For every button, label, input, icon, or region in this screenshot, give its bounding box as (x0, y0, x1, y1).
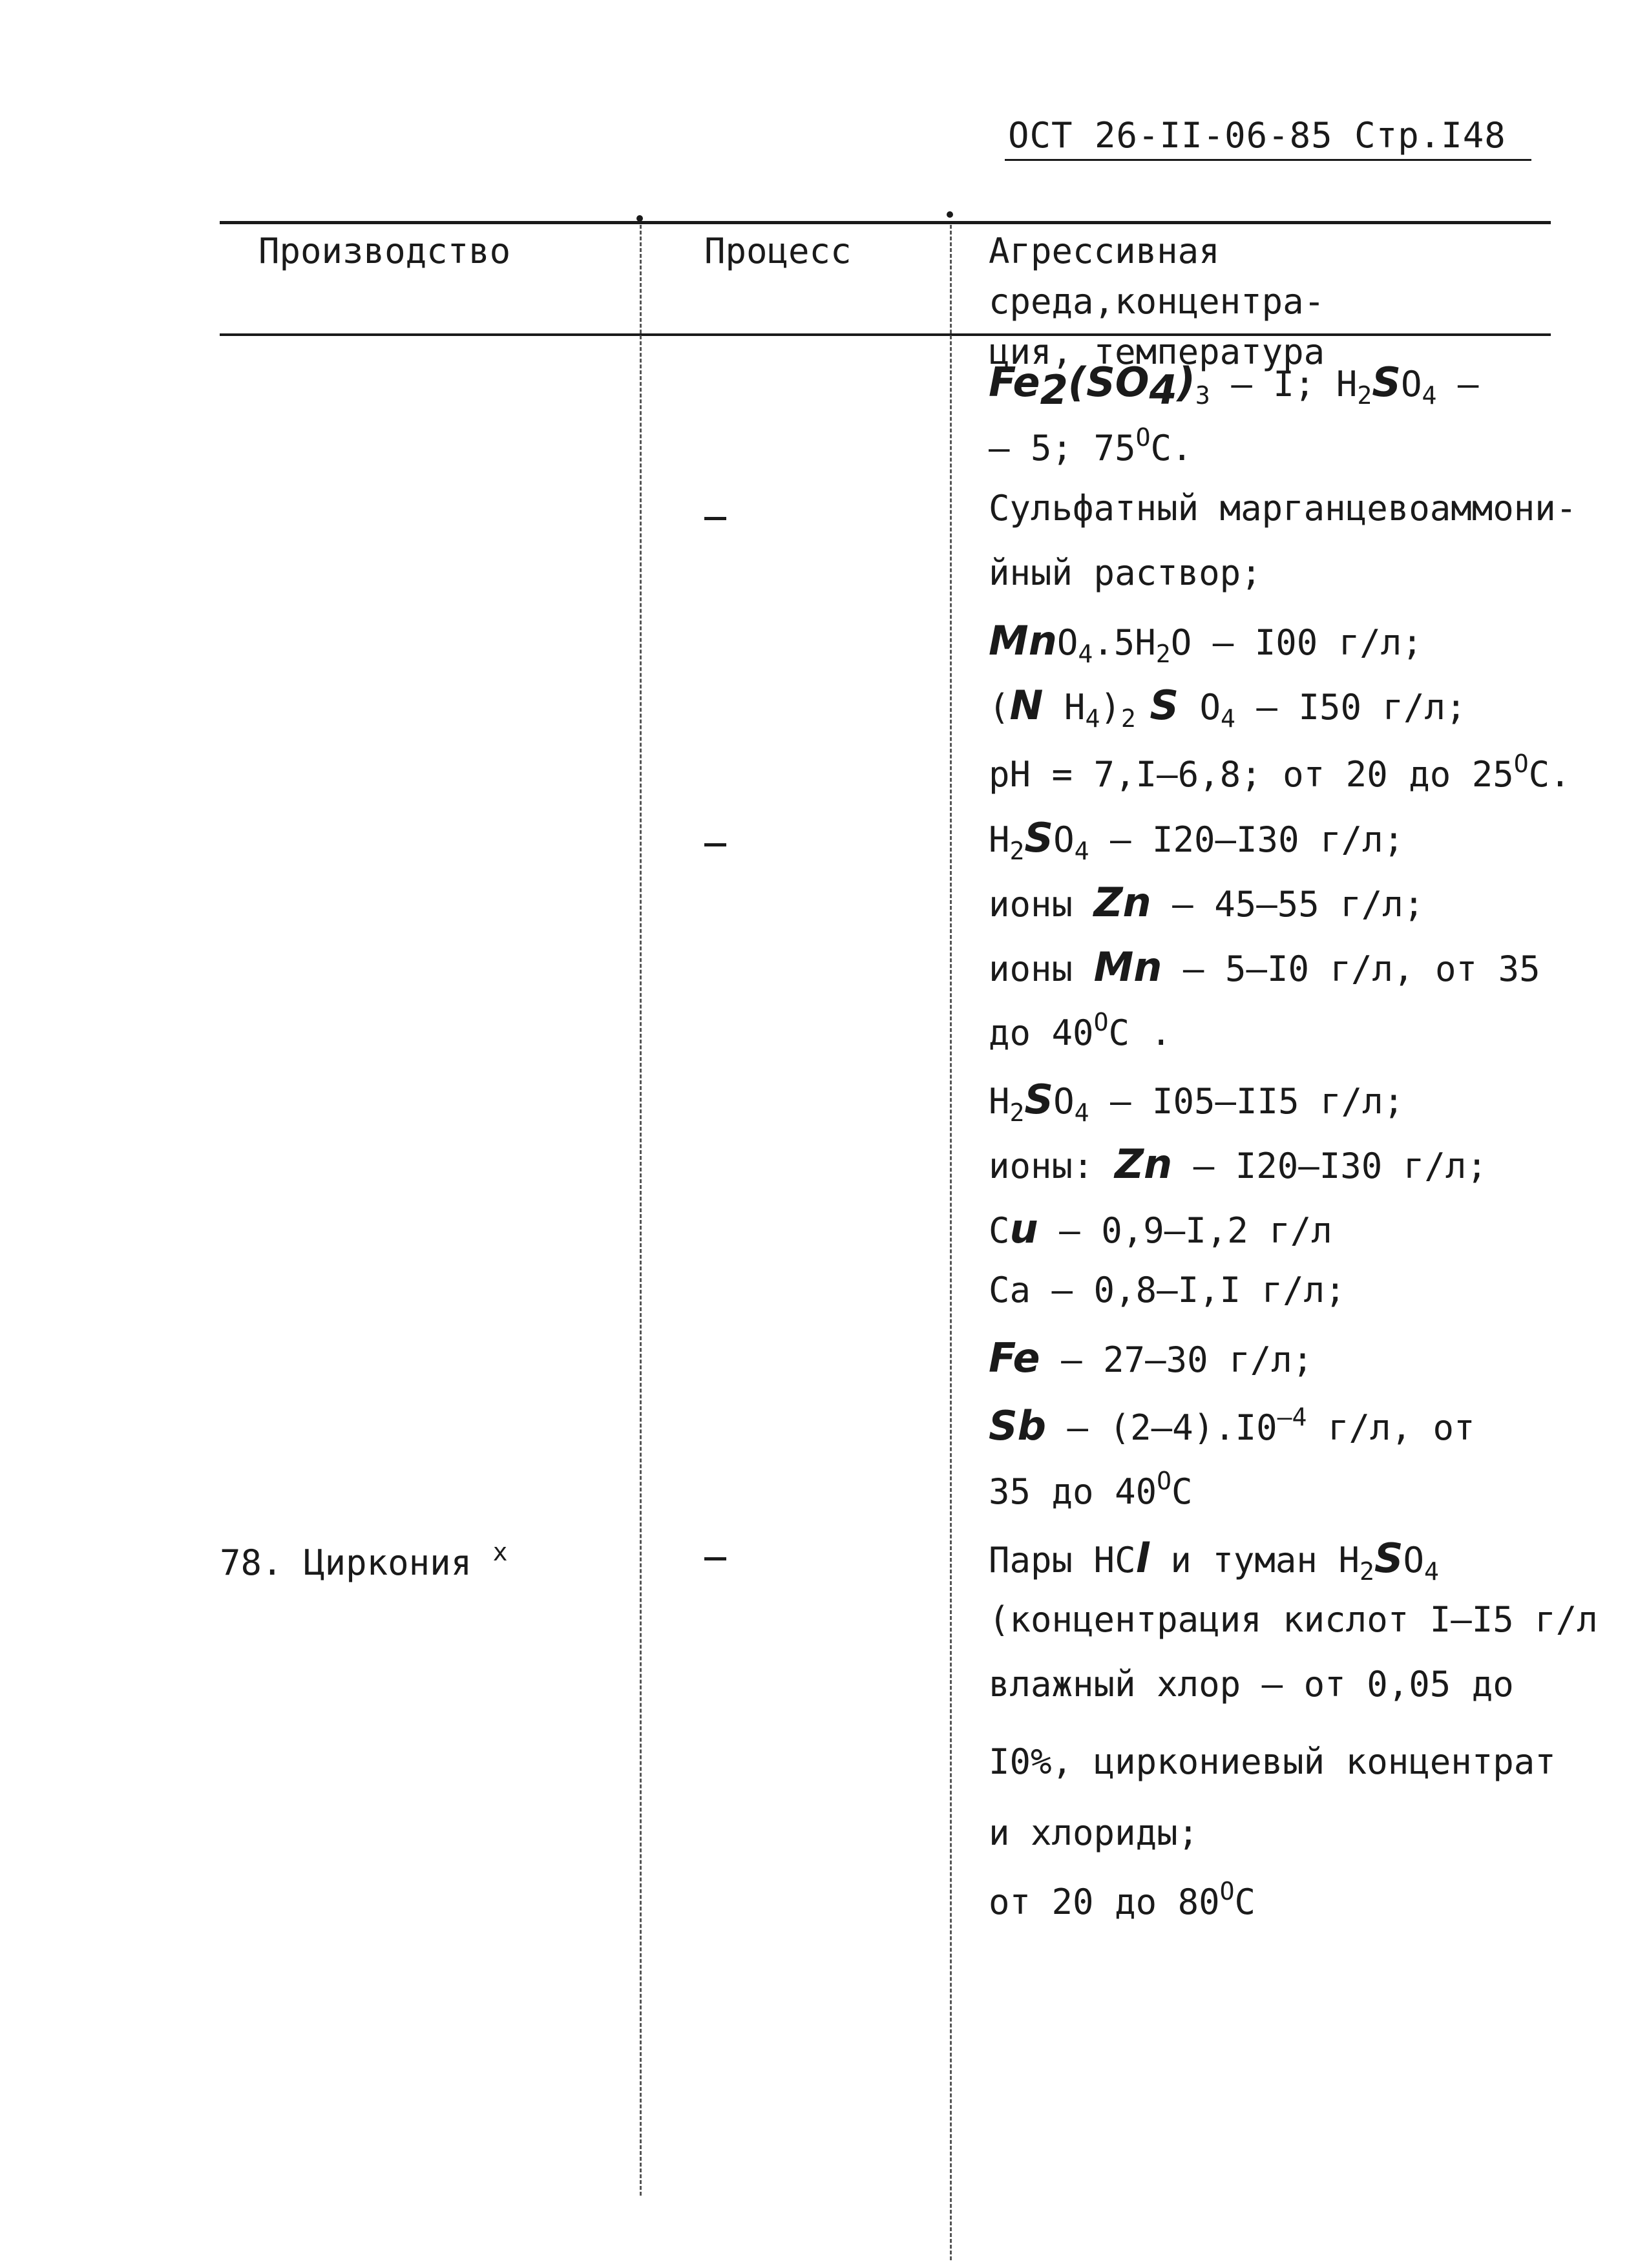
rule-dot-1 (636, 215, 643, 222)
process-dash-1 (704, 517, 726, 520)
env-line-14: Cu – 0,9–I,2 г/л (989, 1205, 1332, 1252)
env-line-04: йный раствор; (989, 552, 1262, 593)
env-line-23: и хлориды; (989, 1812, 1199, 1853)
header-underline (1005, 159, 1531, 161)
env-line-13: ионы: Zn – I20–I30 г/л; (989, 1140, 1487, 1188)
column-divider-1 (640, 225, 642, 2196)
env-line-15: Ca – 0,8–I,I г/л; (989, 1270, 1346, 1310)
column-header-environment-line2: ция, температура (989, 331, 1325, 372)
env-line-01: $Fe_2(SO_4)_3$ – I; $H_2SO_4$ – (989, 359, 1479, 414)
env-line-24: от 20 до $80^OC$ (989, 1877, 1256, 1922)
env-line-06: (N $H_4)_2$ S $O_4 - I50$ г/л; (989, 682, 1467, 733)
env-line-19: Пары HCl и туман $H_2SO_4$ (989, 1535, 1439, 1586)
production-entry-78 (220, 1538, 508, 1583)
env-line-21: влажный хлор – от 0,05 до (989, 1664, 1514, 1705)
env-line-16: Fe – 27–30 г/л; (989, 1334, 1314, 1381)
process-dash-3 (704, 1557, 726, 1560)
column-header-production: Производство (258, 231, 511, 271)
entry-footnote-mark: x (492, 1538, 508, 1566)
env-line-11: до $40^OC$ . (989, 1008, 1171, 1053)
env-line-18: 35 до $40^OC$ (989, 1467, 1193, 1512)
env-line-20: (концентрация кислот I–I5 г/л (989, 1599, 1598, 1640)
column-divider-2 (950, 225, 952, 2260)
env-line-10: ионы Mn – 5–I0 г/л, от 35 (989, 943, 1540, 991)
env-line-17: Sb – $(2-4).I0^{-4}$ г/л, от (989, 1402, 1475, 1449)
env-line-22: I0%, циркониевый концентрат (989, 1741, 1556, 1782)
env-line-12: $H_2SO_4 - I05-II5$ г/л; (989, 1076, 1405, 1127)
env-line-08: $H_2SO_4 - I20-I30$ г/л; (989, 814, 1405, 865)
table-top-rule (220, 221, 1551, 224)
env-line-03: Сульфатный марганцевоаммони- (989, 488, 1577, 529)
column-header-environment (989, 226, 1544, 377)
env-line-07: pH = 7,I–6,8; от 20 до $25^OC$. (989, 750, 1571, 795)
page-header-doc-ref: ОСТ 26-II-06-85 Стр.I48 (1008, 115, 1506, 156)
column-header-environment-line1: Агрессивная среда,концентра- (989, 231, 1325, 322)
env-line-02: – 5; $75^OC$. (989, 423, 1193, 468)
entry-name: Циркония (304, 1542, 472, 1583)
rule-dot-2 (947, 211, 953, 218)
env-line-05: $MnO_4.5H_2O - I00$ г/л; (989, 617, 1423, 668)
env-line-09: ионы Zn – 45–55 г/л; (989, 879, 1425, 926)
process-dash-2 (704, 843, 726, 846)
entry-number: 78. (220, 1542, 283, 1583)
column-header-process: Процесс (704, 231, 852, 271)
